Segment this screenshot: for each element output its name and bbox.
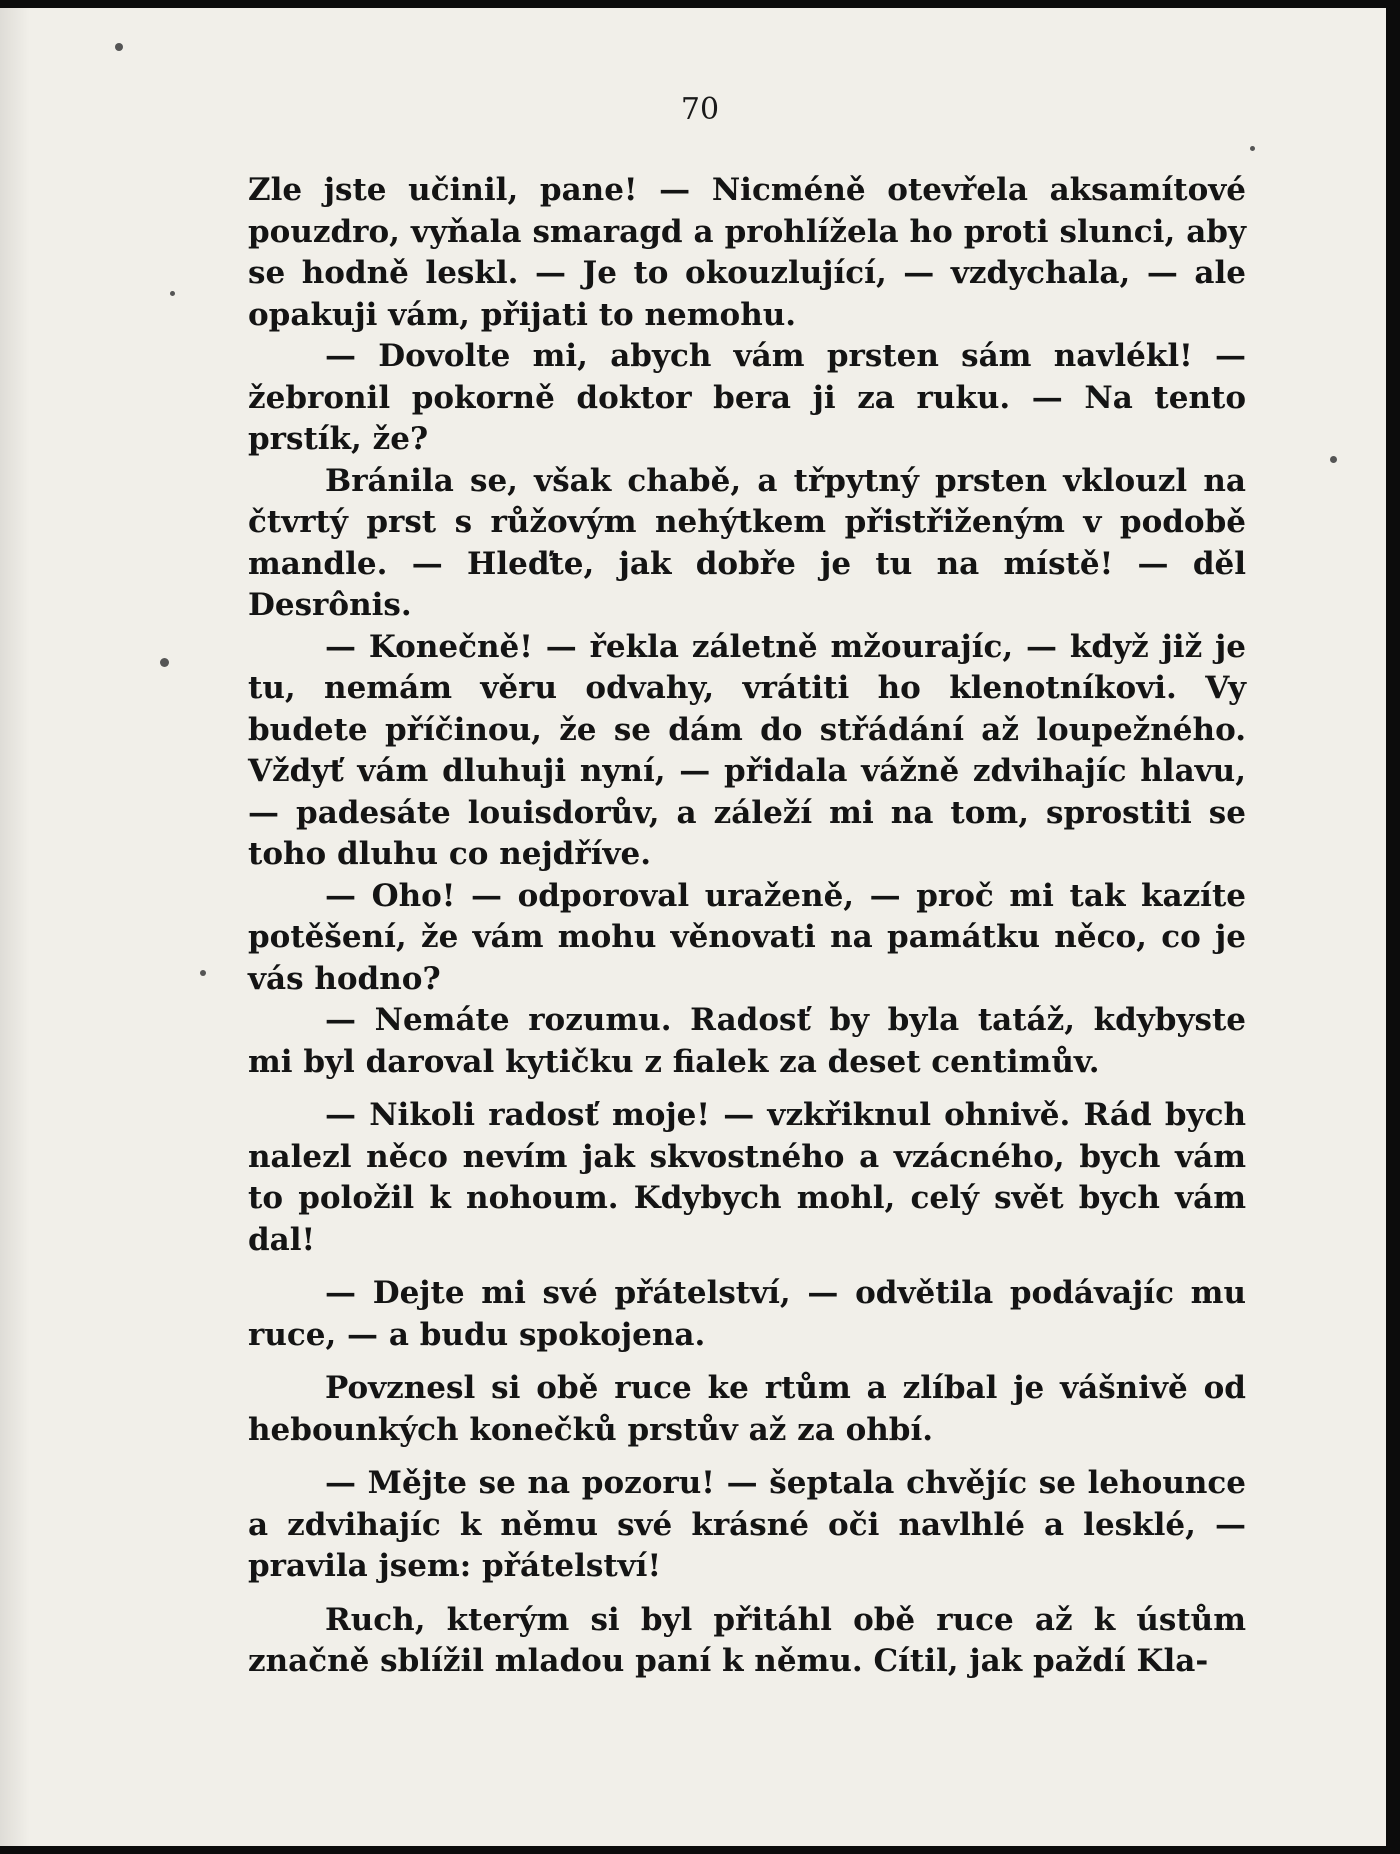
paragraph: Ruch, kterým si byl přitáhl obě ruce až k ústům značně sblížil mladou paní k němu. Cítil, jak paždí Kla-: [248, 1601, 1246, 1679]
paragraph: Povznesl si obě ruce ke rtům a zlíbal je vášnivě od hebounkých konečků prstův až za ohbí.: [248, 1370, 1246, 1448]
paragraph: — Nemáte rozumu. Radosť by byla tatáž, kdybyste mi byl daroval kytičku z fialek za deset centimův.: [248, 1002, 1246, 1080]
paragraph: — Konečně! — řekla záletně mžourajíc, — když již je tu, nemám věru odvahy, vrátiti ho klenotníkovi. Vy budete příčinou, že se dám do střádání až loupežného. Vždyť vám dluhuji nyní, — přidala vážně zdvihajíc hlavu, — padesáte louisdorův, a záleží mi na tom, sprostiti se toho dluhu co nejdříve.: [248, 628, 1246, 872]
book-page: [0, 8, 1386, 1846]
paragraph: — Nikoli radosť moje! — vzkřiknul ohnivě. Rád bych nalezl něco nevím jak skvostného a vzácného, bych vám to položil k nohoum. Kdybych mohl, celý svět bych vám dal!: [248, 1097, 1246, 1258]
paragraph: Bránila se, však chabě, a třpytný prsten vklouzl na čtvrtý prst s růžovým nehýtkem přistřiženým v podobě mandle. — Hleďte, jak dobře je tu na místě! — děl Desrônis.: [248, 462, 1246, 623]
body-text: [248, 170, 1246, 1683]
paragraph: Zle jste učinil, pane! — Nicméně otevřela aksamítové pouzdro, vyňala smaragd a prohlížela ho proti slunci, aby se hodně leskl. — Je to okouzlující, — vzdychala, — ale opakuji vám, přijati to nemohu.: [248, 172, 1246, 333]
scan-speck: [160, 658, 169, 667]
paragraph: — Mějte se na pozoru! — šeptala chvějíc se lehounce a zdvihajíc k němu své krásné oči navlhlé a lesklé, — pravila jsem: přátelství!: [248, 1465, 1246, 1584]
scan-speck: [200, 970, 206, 976]
scan-speck: [170, 291, 175, 296]
page-edge-shadow: [0, 8, 30, 1846]
paragraph: — Dejte mi své přátelství, — odvětila podávajíc mu ruce, — a budu spokojena.: [248, 1275, 1246, 1353]
paragraph: — Oho! — odporoval uraženě, — proč mi tak kazíte potěšení, že vám mohu věnovati na památku něco, co je vás hodno?: [248, 877, 1246, 997]
page-number: 70: [680, 92, 720, 127]
scan-speck: [1250, 146, 1255, 151]
scan-speck: [115, 43, 123, 51]
paragraph: — Dovolte mi, abych vám prsten sám navlékl! — žebronil pokorně doktor bera ji za ruku. — Na tento prstík, že?: [248, 338, 1246, 457]
scan-speck: [1330, 456, 1337, 463]
